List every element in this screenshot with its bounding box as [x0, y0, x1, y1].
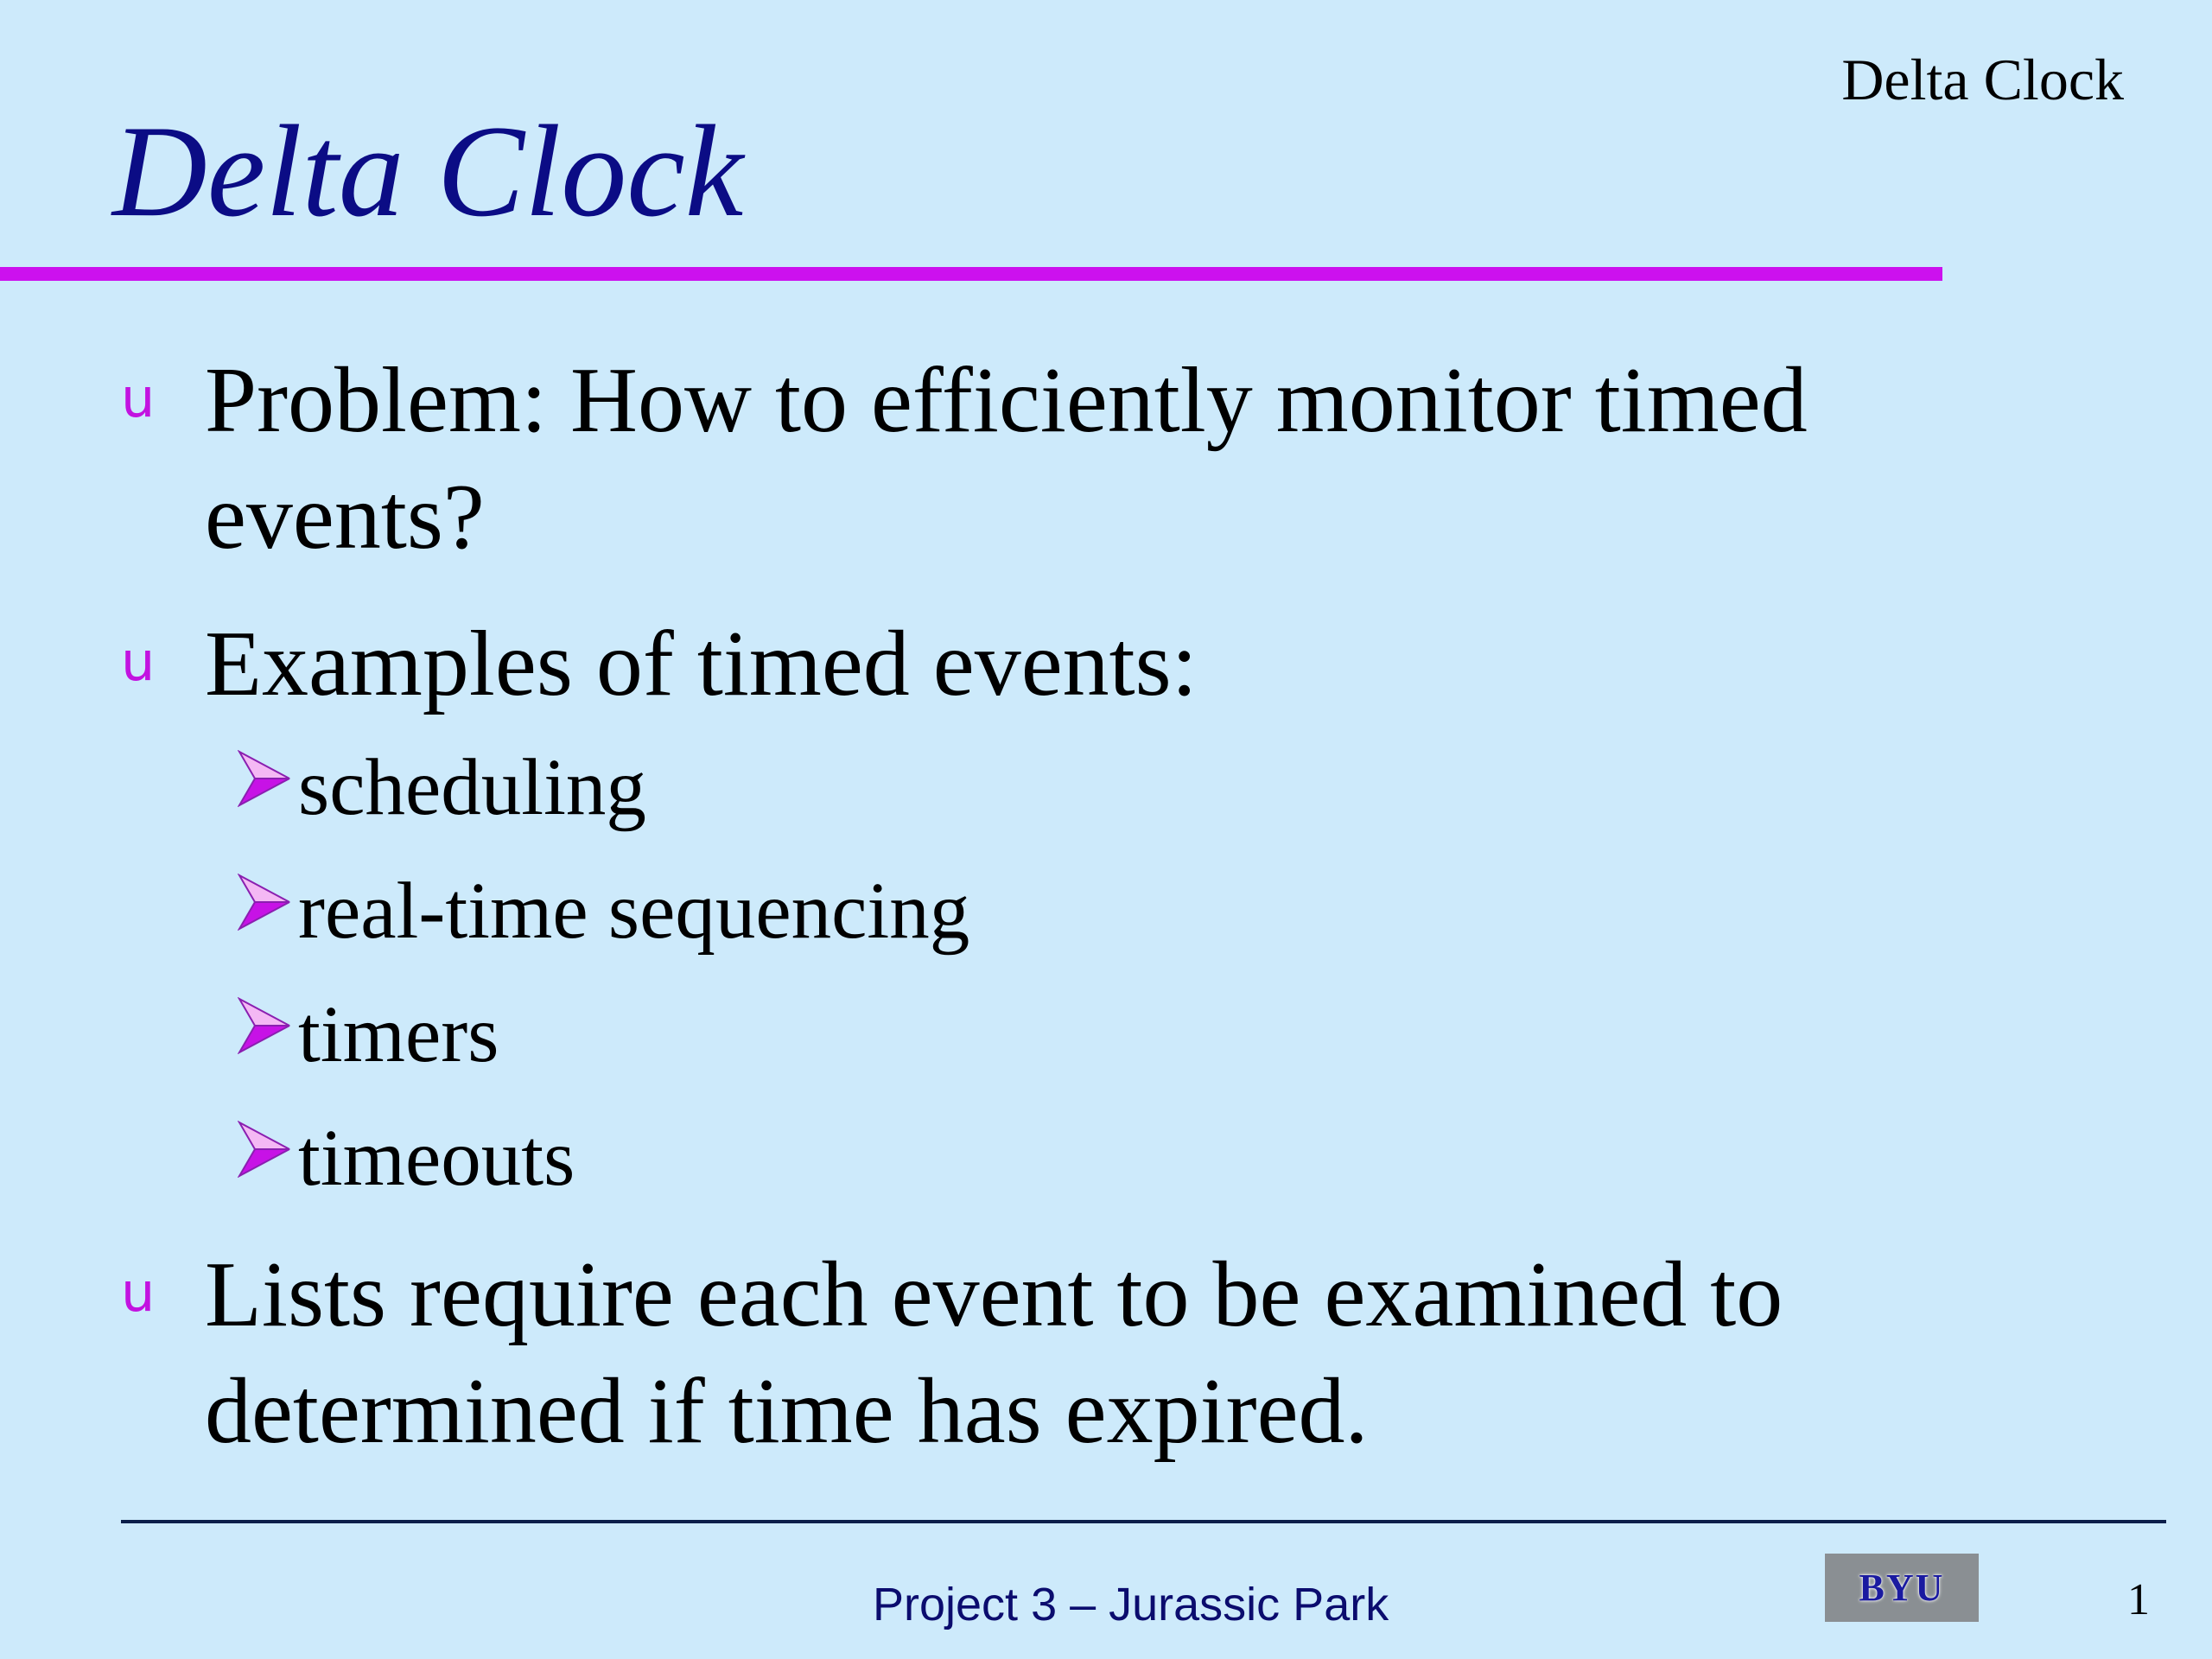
bullet-1-line-1: Problem: How to efficiently monitor timed	[205, 349, 1808, 452]
sub-item-timers: timers	[298, 990, 499, 1079]
byu-logo	[1825, 1554, 1979, 1622]
footer-divider	[121, 1520, 2166, 1523]
page-number: 1	[2127, 1575, 2150, 1624]
sub-item-timeouts: timeouts	[298, 1114, 575, 1203]
arrow-bullet-icon	[238, 997, 291, 1054]
slide-title: Delta Clock	[112, 99, 744, 244]
sub-item-scheduling: scheduling	[298, 743, 646, 832]
footer-text: Project 3 – Jurassic Park	[873, 1579, 1389, 1630]
bullet-marker-icon: u	[121, 1261, 156, 1324]
bullet-3-line-1: Lists require each event to be examined to	[205, 1243, 1783, 1346]
bullet-marker-icon: u	[121, 366, 156, 429]
bullet-2-line-1: Examples of timed events:	[205, 613, 1198, 715]
header-tag: Delta Clock	[1841, 47, 2124, 112]
arrow-bullet-icon	[238, 874, 291, 931]
bullet-marker-icon: u	[121, 630, 156, 693]
bullet-3-line-2: determined if time has expired.	[205, 1360, 1369, 1463]
arrow-bullet-icon	[238, 1121, 291, 1178]
title-divider	[0, 267, 1942, 281]
byu-logo-text: BYU	[1859, 1567, 1945, 1609]
bullet-1-line-2: events?	[205, 466, 485, 569]
sub-item-real-time-sequencing: real-time sequencing	[298, 867, 970, 956]
arrow-bullet-icon	[238, 750, 291, 807]
